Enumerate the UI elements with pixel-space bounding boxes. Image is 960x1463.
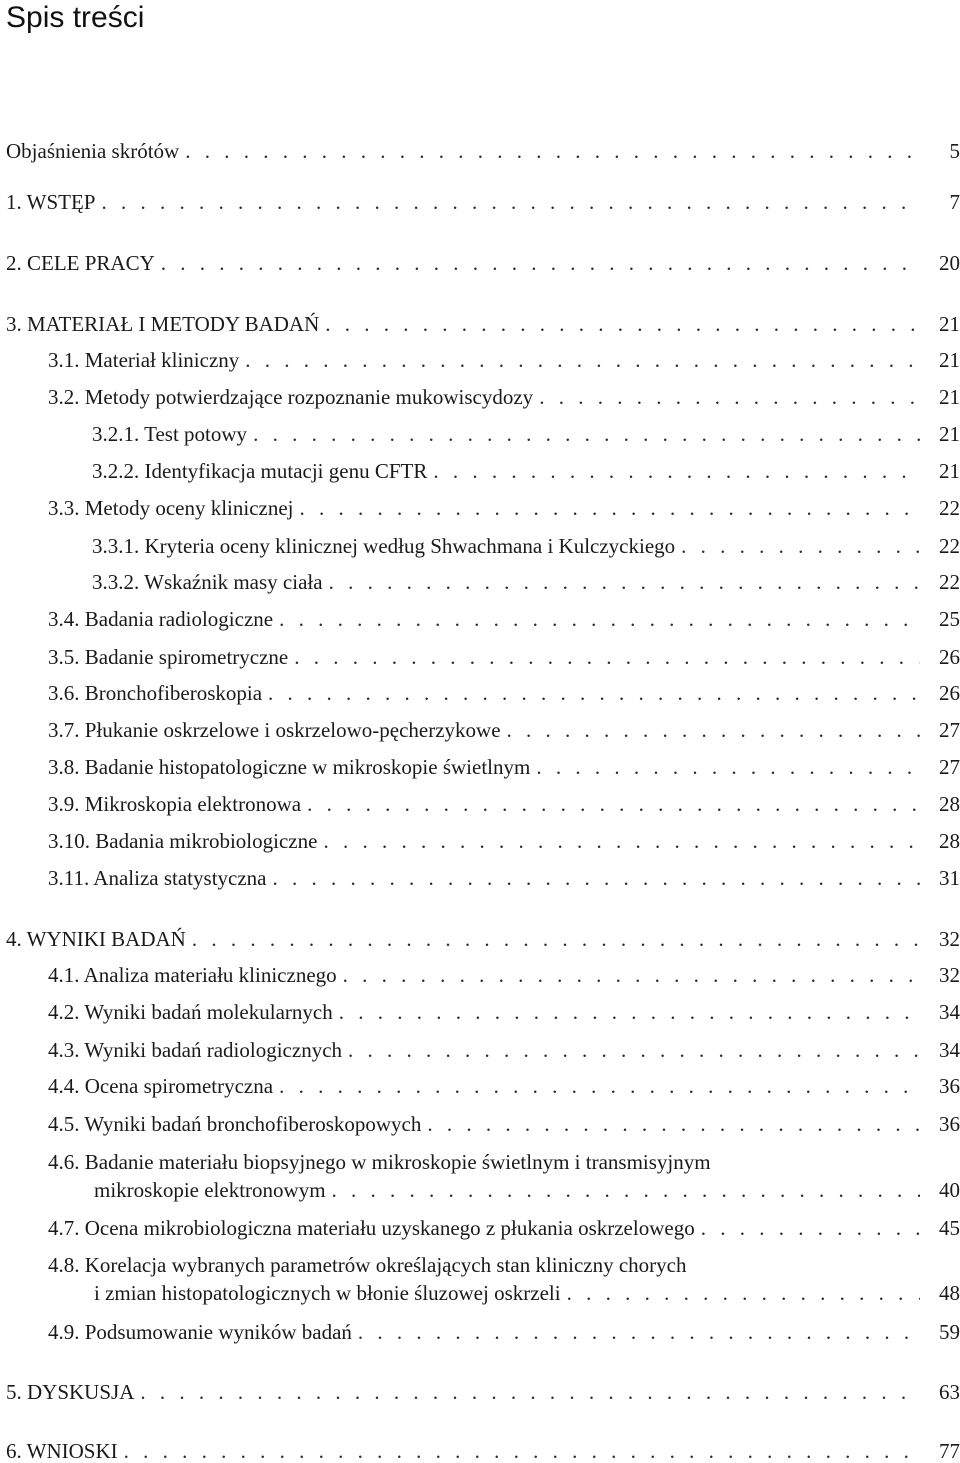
toc-entry-page: 28	[939, 792, 960, 816]
toc-entry-title-continued: mikroskopie elektronowym	[94, 1178, 326, 1202]
toc-entry-page: 32	[939, 963, 960, 987]
toc-entry-title: 3.5. Badanie spirometryczne	[48, 645, 289, 669]
dot-leader	[140, 1380, 920, 1404]
toc-entry-page: 28	[939, 829, 960, 853]
toc-entry-title: 3.8. Badanie histopatologiczne w mikroskopie świetlnym	[48, 755, 531, 779]
toc-entry-title: 3.3.2. Wskaźnik masy ciała	[92, 570, 323, 594]
toc-entry[interactable]	[48, 718, 960, 742]
toc-entry-page: 32	[939, 927, 960, 951]
toc-entry-page: 26	[939, 645, 960, 669]
toc-entry-title: 3.7. Płukanie oskrzelowe i oskrzelowo-pęcherzykowe	[48, 718, 501, 742]
toc-entry-title: 4.5. Wyniki badań bronchofiberoskopowych	[48, 1112, 422, 1136]
toc-entry[interactable]	[6, 1439, 960, 1463]
toc-entry[interactable]	[6, 251, 960, 275]
toc-entry-page: 5	[949, 139, 960, 163]
toc-entry-page: 22	[939, 570, 960, 594]
toc-entry[interactable]	[6, 927, 960, 951]
toc-entry[interactable]	[48, 829, 960, 853]
toc-entry-title: 3.4. Badania radiologiczne	[48, 607, 274, 631]
toc-entry-title: 3.2.2. Identyfikacja mutacji genu CFTR	[92, 459, 428, 483]
toc-entry-title: 4.7. Ocena mikrobiologiczna materiału uzyskanego z płukania oskrzelowego	[48, 1216, 695, 1240]
dot-leader	[124, 1439, 920, 1463]
toc-entry[interactable]	[48, 1150, 960, 1202]
toc-entry-title: 6. WNIOSKI	[6, 1439, 118, 1463]
toc-entry[interactable]	[48, 348, 960, 372]
toc-entry-title-continued: i zmian histopatologicznych w błonie śluzowej oskrzeli	[94, 1281, 561, 1305]
toc-entry-page: 36	[939, 1112, 960, 1136]
toc-entry-title: 3.1. Materiał kliniczny	[48, 348, 240, 372]
dot-leader	[539, 385, 920, 409]
dot-leader	[325, 312, 920, 336]
toc-entry-page: 48	[939, 1281, 960, 1305]
toc-entry[interactable]	[48, 1112, 960, 1136]
dot-leader	[323, 829, 920, 853]
toc-entry-title: 3.6. Bronchofiberoskopia	[48, 681, 263, 705]
dot-leader	[343, 963, 920, 987]
toc-entry-page: 63	[939, 1380, 960, 1404]
toc-entry[interactable]	[6, 312, 960, 336]
toc-entry-page: 45	[939, 1216, 960, 1240]
page-title: Spis treści	[6, 1, 145, 34]
dot-leader	[427, 1112, 920, 1136]
toc-entry[interactable]	[48, 866, 960, 890]
toc-entry-title: 4.9. Podsumowanie wyników badań	[48, 1320, 352, 1344]
toc-entry-title: 2. CELE PRACY	[6, 251, 155, 275]
toc-entry[interactable]	[6, 190, 960, 214]
toc-entry[interactable]	[48, 1253, 960, 1305]
dot-leader	[701, 1216, 920, 1240]
toc-entry-page: 21	[939, 422, 960, 446]
toc-entry-title: 3.9. Mikroskopia elektronowa	[48, 792, 302, 816]
toc-entry-page: 21	[939, 385, 960, 409]
dot-leader	[294, 645, 920, 669]
dot-leader	[273, 866, 921, 890]
dot-leader	[339, 1000, 920, 1024]
toc-entry[interactable]	[48, 1216, 960, 1240]
toc-entry-title: 3.3. Metody oceny klinicznej	[48, 496, 294, 520]
toc-entry[interactable]	[6, 139, 960, 163]
toc-entry-title: Objaśnienia skrótów	[6, 139, 180, 163]
dot-leader	[161, 251, 920, 275]
toc-entry-title: 3.3.1. Kryteria oceny klinicznej według Shwachmana i Kulczyckiego	[92, 534, 676, 558]
toc-entry[interactable]	[48, 963, 960, 987]
toc-entry-page: 21	[939, 348, 960, 372]
dot-leader	[279, 1074, 920, 1098]
toc-entry-page: 25	[939, 607, 960, 631]
toc-entry[interactable]	[48, 681, 960, 705]
toc-entry-page: 21	[939, 459, 960, 483]
toc-entry-title: 4.3. Wyniki badań radiologicznych	[48, 1038, 343, 1062]
toc-entry[interactable]	[48, 1320, 960, 1344]
toc-entry-page: 34	[939, 1000, 960, 1024]
toc-entry[interactable]	[48, 607, 960, 631]
toc-entry-page: 34	[939, 1038, 960, 1062]
dot-leader	[536, 755, 920, 779]
dot-leader	[245, 348, 920, 372]
dot-leader	[101, 190, 920, 214]
toc-entry-title: 4.2. Wyniki badań molekularnych	[48, 1000, 333, 1024]
toc-entry[interactable]	[48, 496, 960, 520]
toc-entry-title: 5. DYSKUSJA	[6, 1380, 135, 1404]
toc-entry-title: 4.8. Korelacja wybranych parametrów określających stan kliniczny chorych	[48, 1253, 687, 1277]
toc-entry[interactable]	[48, 1038, 960, 1062]
toc-entry-title: 3.2. Metody potwierdzające rozpoznanie mukowiscydozy	[48, 385, 534, 409]
toc-entry-page: 22	[939, 534, 960, 558]
toc-entry-page: 31	[939, 866, 960, 890]
toc-entry[interactable]	[48, 385, 960, 409]
toc-entry[interactable]	[92, 534, 960, 558]
dot-leader	[433, 459, 920, 483]
toc-entry-page: 7	[949, 190, 960, 214]
toc-entry[interactable]	[48, 755, 960, 779]
toc-entry[interactable]	[48, 1000, 960, 1024]
toc-entry-page: 40	[939, 1178, 960, 1202]
toc-entry-page: 36	[939, 1074, 960, 1098]
toc-entry[interactable]	[92, 422, 960, 446]
toc-entry-title: 3.2.1. Test potowy	[92, 422, 248, 446]
dot-leader	[567, 1281, 920, 1305]
toc-entry-page: 27	[939, 718, 960, 742]
dot-leader	[329, 570, 920, 594]
dot-leader	[268, 681, 920, 705]
toc-entry-page: 20	[939, 251, 960, 275]
toc-entry[interactable]	[92, 459, 960, 483]
toc-entry-title: 3.10. Badania mikrobiologiczne	[48, 829, 318, 853]
toc-entry-page: 21	[939, 312, 960, 336]
toc-entry-title: 4. WYNIKI BADAŃ	[6, 927, 186, 951]
dot-leader	[253, 422, 920, 446]
toc-entry[interactable]	[48, 1074, 960, 1098]
dot-leader	[332, 1178, 920, 1202]
dot-leader	[192, 927, 920, 951]
toc-entry-title: 4.6. Badanie materiału biopsyjnego w mikroskopie świetlnym i transmisyjnym	[48, 1150, 711, 1174]
dot-leader	[507, 718, 920, 742]
toc-entry[interactable]	[92, 570, 960, 594]
toc-entry[interactable]	[48, 792, 960, 816]
toc-entry[interactable]	[48, 645, 960, 669]
toc-entry-page: 26	[939, 681, 960, 705]
dot-leader	[307, 792, 920, 816]
dot-leader	[300, 496, 920, 520]
toc-entry-page: 59	[939, 1320, 960, 1344]
toc-entry-title: 3. MATERIAŁ I METODY BADAŃ	[6, 312, 320, 336]
toc-entry-title: 4.1. Analiza materiału klinicznego	[48, 963, 337, 987]
dot-leader	[681, 534, 920, 558]
toc-entry-page: 77	[939, 1439, 960, 1463]
toc-entry-title: 3.11. Analiza statystyczna	[48, 866, 267, 890]
toc-entry-page: 22	[939, 496, 960, 520]
toc-entry-title: 1. WSTĘP	[6, 190, 96, 214]
dot-leader	[279, 607, 920, 631]
dot-leader	[358, 1320, 920, 1344]
dot-leader	[348, 1038, 920, 1062]
toc-entry-page: 27	[939, 755, 960, 779]
dot-leader	[185, 139, 920, 163]
toc-entry-title: 4.4. Ocena spirometryczna	[48, 1074, 274, 1098]
toc-entry[interactable]	[6, 1380, 960, 1404]
